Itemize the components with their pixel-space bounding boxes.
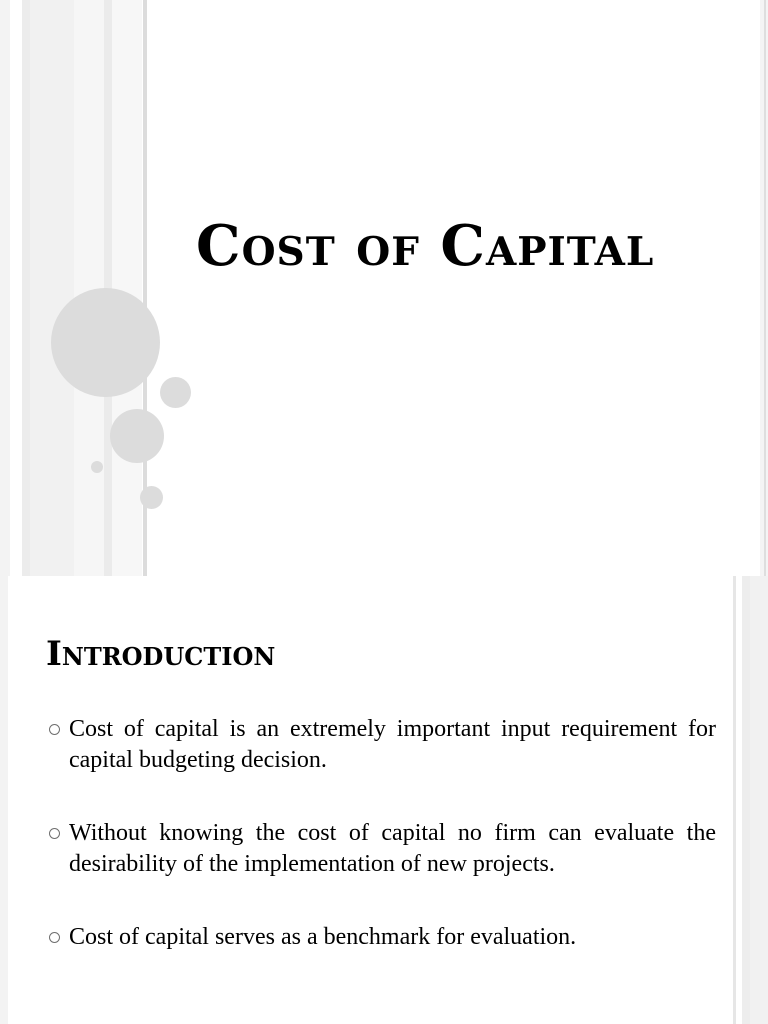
decorative-stripe [0, 576, 8, 1024]
bullet-item [46, 714, 716, 776]
decorative-circle-icon [91, 461, 103, 473]
decorative-circle-icon [140, 486, 163, 509]
bullet-text: Without knowing the cost of capital no firm can evaluate the desirability of the implementation of new projects. [69, 820, 716, 877]
decorative-circle-icon [51, 288, 160, 397]
slide-title: Cost of Capital [196, 213, 655, 279]
decorative-stripe [742, 576, 750, 1024]
hollow-circle-bullet-icon [49, 932, 60, 943]
bullet-list [46, 714, 716, 995]
introduction-slide [0, 576, 768, 1024]
bullet-item [46, 922, 716, 953]
hollow-circle-bullet-icon [49, 724, 60, 735]
decorative-circle-icon [110, 409, 164, 463]
decorative-stripe [750, 576, 768, 1024]
decorative-stripe [10, 0, 22, 576]
bullet-item [46, 818, 716, 880]
slide-heading: Introduction [46, 634, 276, 674]
bullet-text: Cost of capital is an extremely important input requirement for capital budgeting decision. [69, 716, 716, 773]
decorative-stripe [112, 0, 142, 576]
decorative-circle-icon [160, 377, 191, 408]
decorative-stripe [764, 0, 766, 576]
decorative-stripe [30, 0, 74, 576]
hollow-circle-bullet-icon [49, 828, 60, 839]
decorative-stripe [0, 0, 10, 576]
decorative-stripe [22, 0, 30, 576]
bullet-text: Cost of capital serves as a benchmark for evaluation. [69, 924, 577, 950]
